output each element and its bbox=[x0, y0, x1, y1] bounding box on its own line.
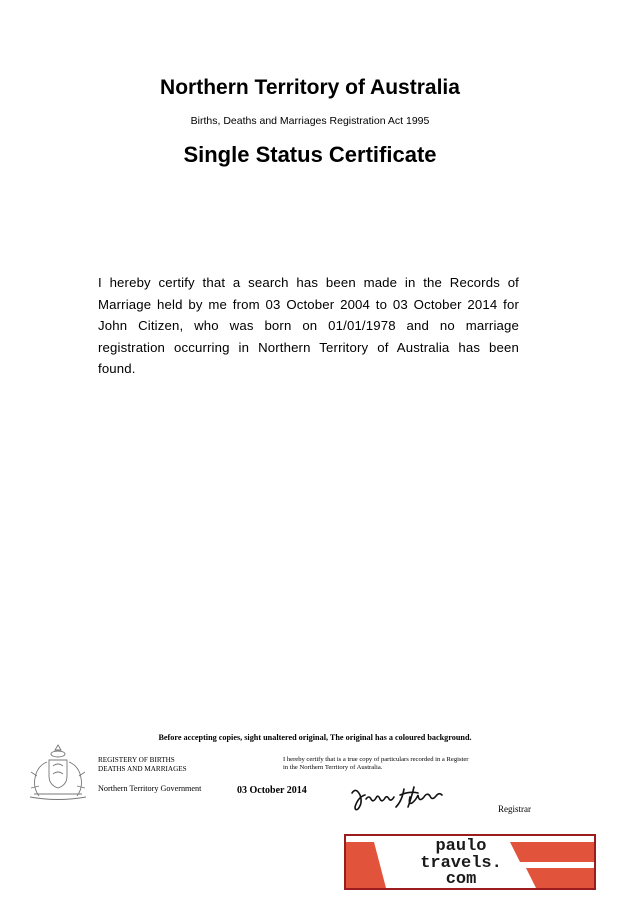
registrar-label: Registrar bbox=[498, 804, 531, 814]
issue-date: 03 October 2014 bbox=[237, 785, 307, 796]
registry-line-2: DEATHS AND MARRIAGES bbox=[98, 765, 187, 773]
certificate-title: Single Status Certificate bbox=[183, 142, 437, 167]
certification-statement: I hereby certify that a search has been made in the Records of Marriage held by me from 03 October 2004 to 03 October 2014 for John Citizen, who was born on 01/01/1978 and no marriage registration occurring in Northern Territory of Australia has been found. bbox=[98, 275, 519, 377]
logo-text-line-3: com bbox=[445, 870, 477, 889]
authenticity-warning: Before accepting copies, sight unaltered original, The original has a coloured background. bbox=[158, 733, 472, 742]
government-name: Northern Territory Government bbox=[98, 784, 202, 793]
coat-of-arms-icon bbox=[22, 742, 94, 802]
logo-text-line-1: paulo bbox=[435, 837, 487, 856]
registry-line-1: REGISTERY OF BIRTHS bbox=[98, 756, 175, 764]
act-subheading: Births, Deaths and Marriages Registration Act 1995 bbox=[190, 115, 430, 127]
paulo-travels-watermark-logo bbox=[344, 834, 596, 890]
logo-stripe-left bbox=[346, 842, 386, 888]
logo-text bbox=[386, 839, 536, 889]
certify-note: I hereby certify that is a true copy of particulars recorded in a Register in the Northern Territory of Australia. bbox=[283, 756, 469, 772]
registry-name bbox=[98, 756, 187, 774]
registrar-signature bbox=[348, 783, 460, 813]
logo-stripe-bottom-right bbox=[526, 868, 596, 888]
logo-text-line-2: travels. bbox=[420, 853, 502, 873]
jurisdiction-heading: Northern Territory of Australia bbox=[160, 76, 460, 99]
